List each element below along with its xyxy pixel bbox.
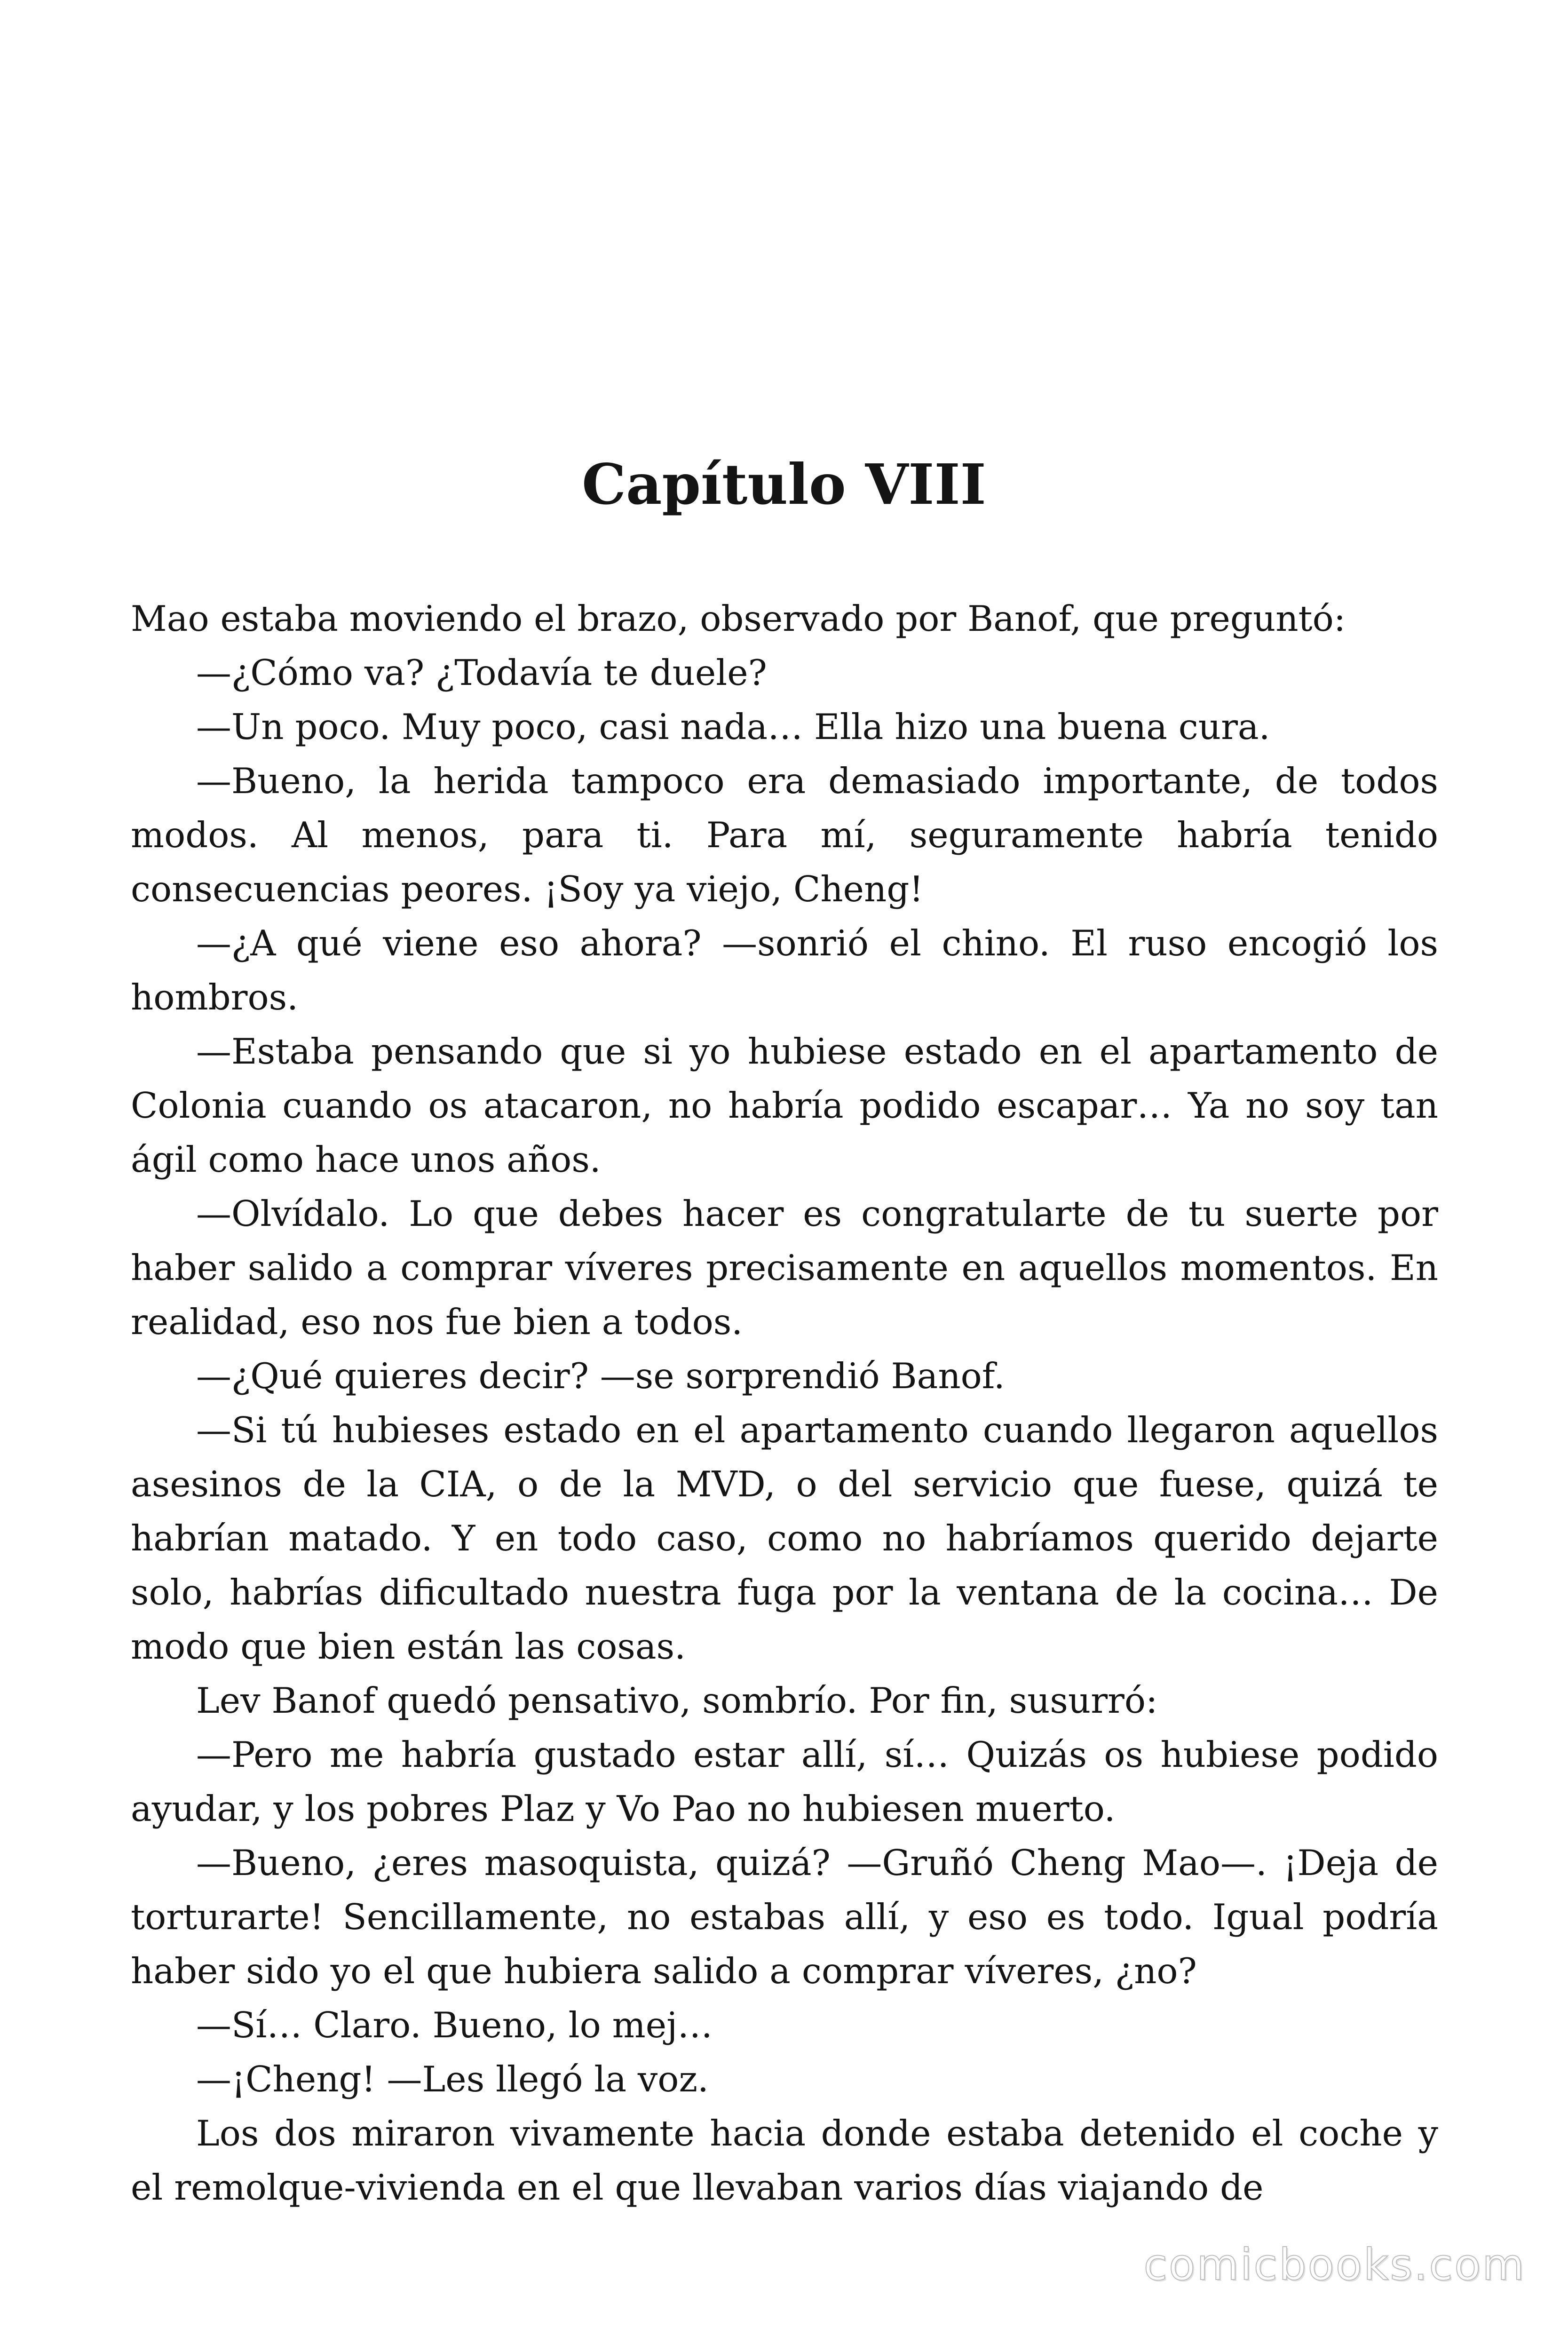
paragraph: —Estaba pensando que si yo hubiese estado en el apartamento de Colonia cuando os atacaron, no habría podido escapar… Ya no soy tan ágil como hace unos años. [131, 1031, 1438, 1180]
watermark: comicbooks.com [1143, 2240, 1526, 2290]
paragraph-last: Los dos miraron vivamente hacia donde estaba detenido el coche y el remolque-vivienda en el que llevaban varios días viajando de [131, 2113, 1438, 2208]
paragraph: —¿Qué quieres decir? —se sorprendió Banof. [196, 1355, 1005, 1397]
paragraph: —Un poco. Muy poco, casi nada… Ella hizo una buena cura. [196, 706, 1270, 747]
chapter-title: Capítulo VIII [582, 452, 986, 517]
paragraph: —Olvídalo. Lo que debes hacer es congratularte de tu suerte por haber salido a comprar víveres precisamente en aquellos momentos. En realidad, eso nos fue bien a todos. [131, 1193, 1438, 1343]
chapter-body [131, 592, 1438, 2215]
paragraph: —¿A qué viene eso ahora? —sonrió el chino. El ruso encogió los hombros. [131, 922, 1438, 1018]
paragraph: —Bueno, la herida tampoco era demasiado importante, de todos modos. Al menos, para ti. Para mí, seguramente habría tenido consecuencias peores. ¡Soy ya viejo, Cheng! [131, 760, 1438, 910]
paragraph: —Sí… Claro. Bueno, lo mej… [196, 2004, 713, 2046]
paragraph: —Pero me habría gustado estar allí, sí… Quizás os hubiese podido ayudar, y los pobres Plaz y Vo Pao no hubiesen muerto. [131, 1734, 1438, 1829]
paragraph: Lev Banof quedó pensativo, sombrío. Por fin, susurró: [196, 1680, 1158, 1721]
paragraph: —Bueno, ¿eres masoquista, quizá? —Gruñó Cheng Mao—. ¡Deja de torturarte! Sencillamente, no estabas allí, y eso es todo. Igual podría haber sido yo el que hubiera salido a comprar víveres, ¿no? [131, 1842, 1438, 1992]
paragraph: —Si tú hubieses estado en el apartamento cuando llegaron aquellos asesinos de la CIA, o de la MVD, o del servicio que fuese, quizá te habrían matado. Y en todo caso, como no habríamos querido dejarte solo, habrías dificultado nuestra fuga por la ventana de la cocina… De modo que bien están las cosas. [131, 1409, 1438, 1667]
paragraph: —¿Cómo va? ¿Todavía te duele? [196, 652, 767, 693]
paragraph: —¡Cheng! —Les llegó la voz. [196, 2058, 709, 2100]
paragraph: Mao estaba moviendo el brazo, observado por Banof, que preguntó: [131, 598, 1346, 639]
